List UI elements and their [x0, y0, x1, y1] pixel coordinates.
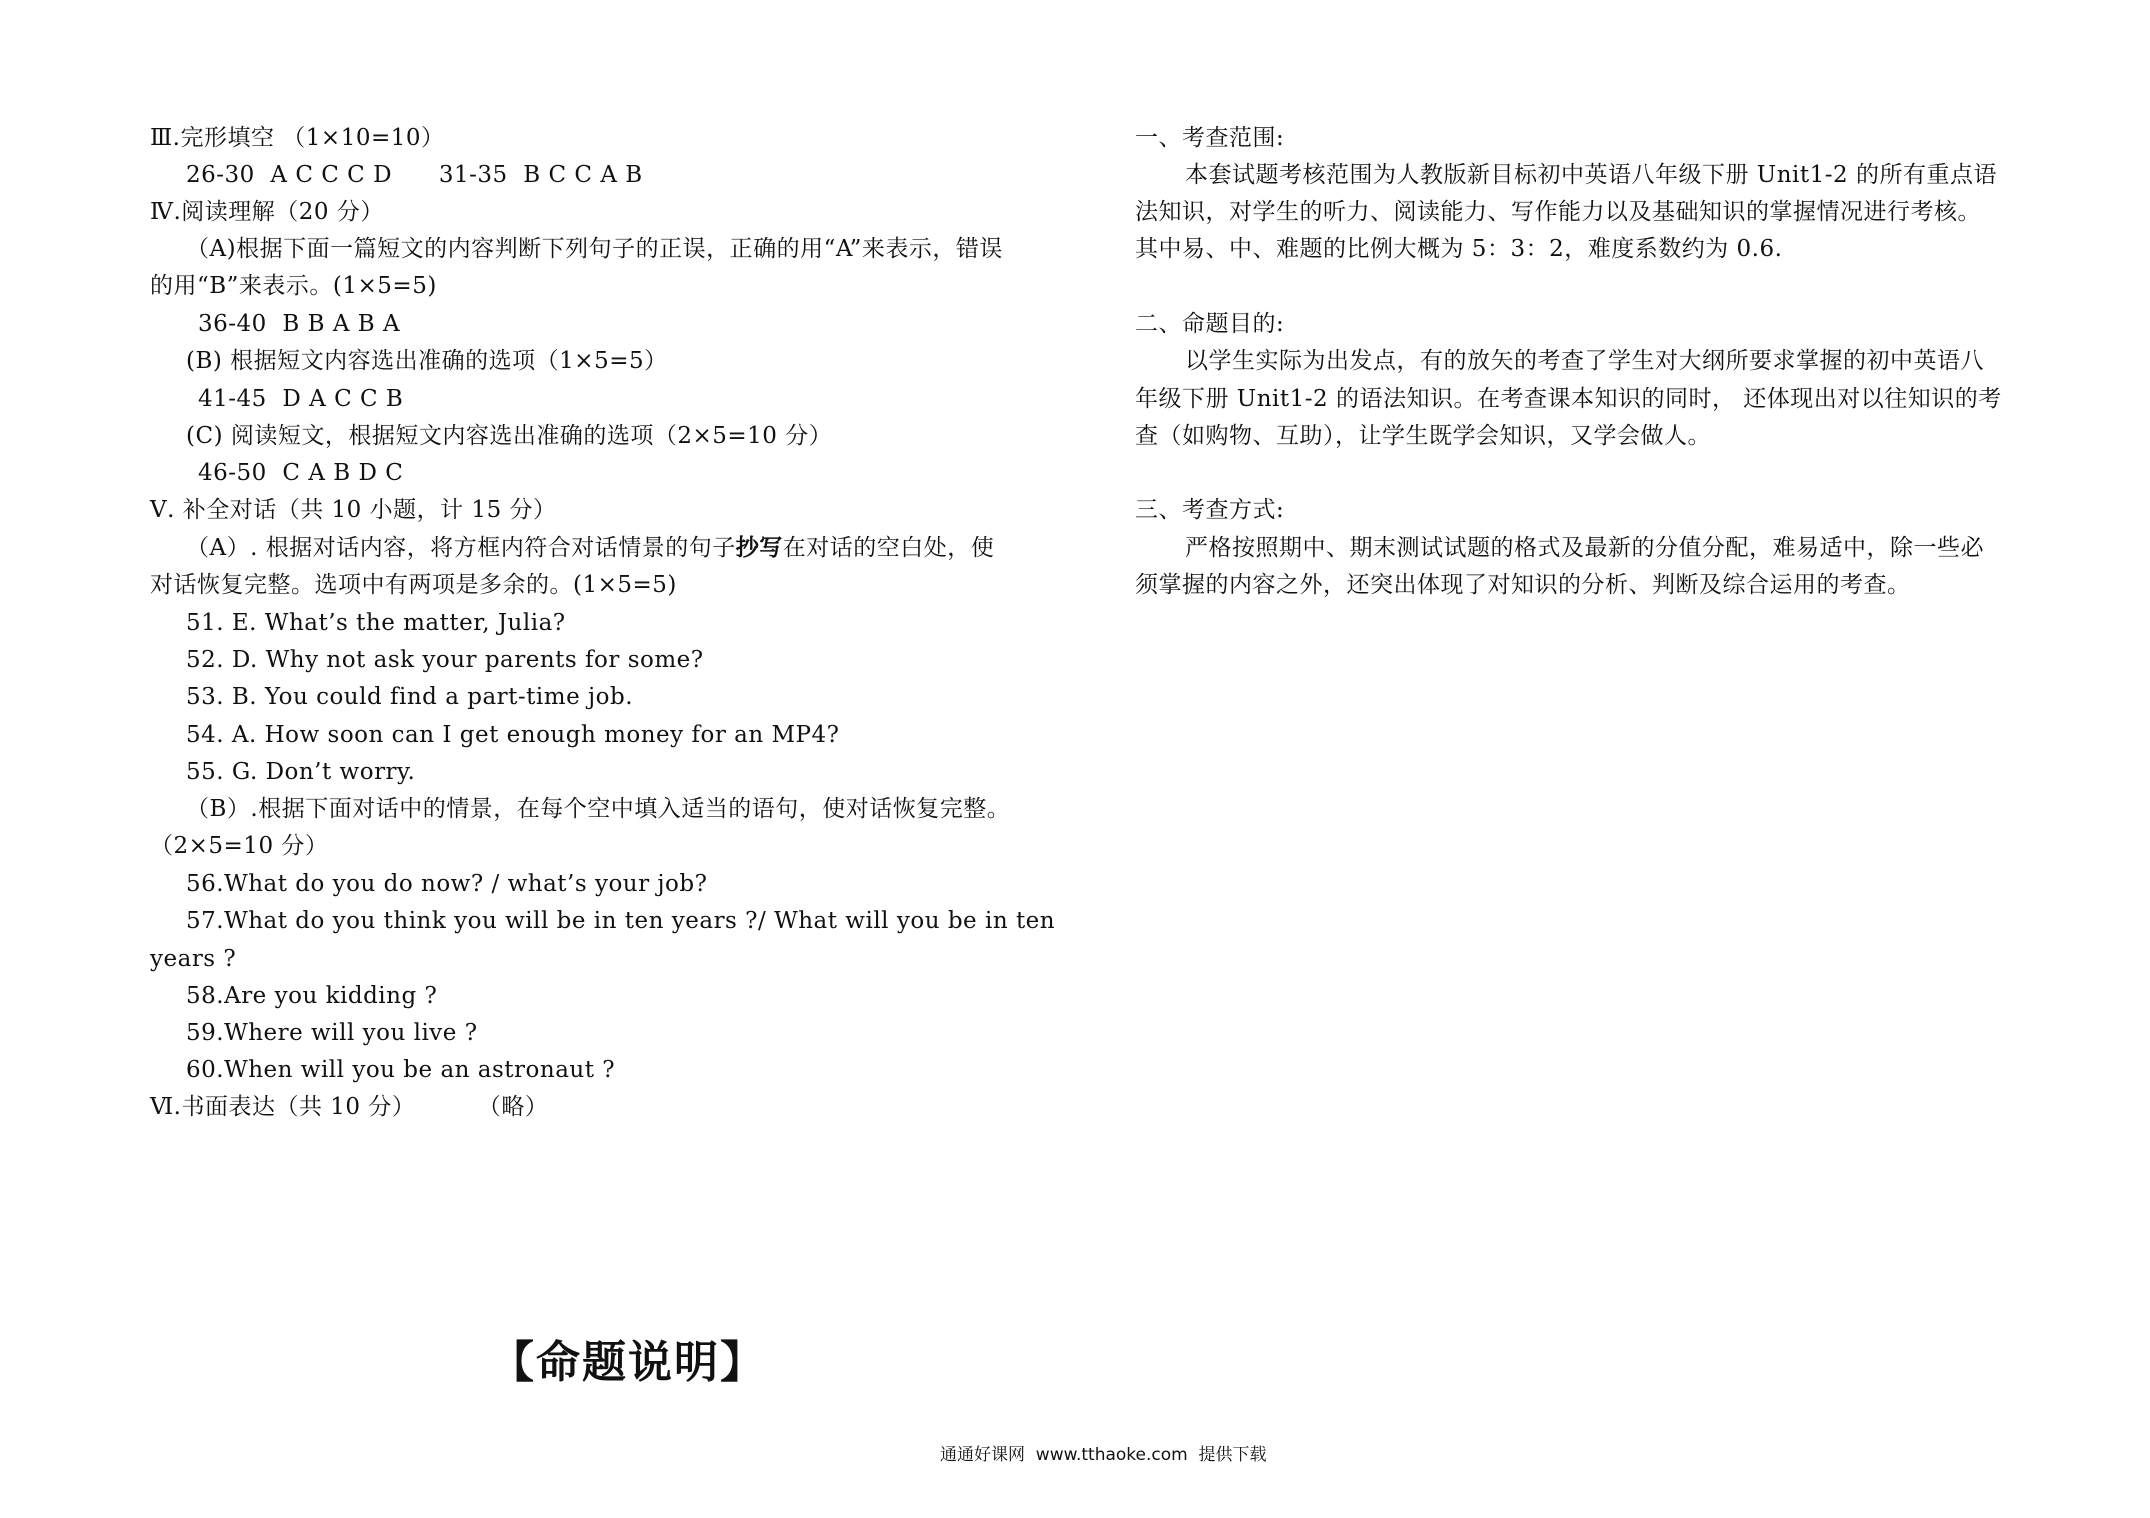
purpose-para-line-3: 查（如购物、互助），让学生既学会知识，又学会做人。 [1135, 423, 1711, 449]
section-4a-instruction: （A)根据下面一篇短文的内容判断下列句子的正误，正确的用“A”来表示，错误 [186, 236, 1003, 262]
answer-60: 60.When will you be an astronaut ? [186, 1057, 616, 1083]
section-4c-answers: 46-50 C A B D C [198, 460, 404, 486]
answer-57-cont: years ? [150, 946, 237, 972]
answer-52: 52. D. Why not ask your parents for some? [186, 647, 704, 673]
answer-57: 57.What do you think you will be in ten years ?/ What will you be in ten [186, 908, 1056, 934]
method-para-line-2: 须掌握的内容之外，还突出体现了对知识的分析、判断及综合运用的考查。 [1135, 572, 1911, 598]
answer-54: 54. A. How soon can I get enough money for an MP4? [186, 722, 840, 748]
section-4b-answers: 41-45 D A C C B [198, 386, 404, 412]
section-5-title: Ⅴ. 补全对话（共 10 小题，计 15 分） [150, 497, 557, 523]
footer-credit: 通通好课网 www.tthaoke.com 提供下载 [940, 1445, 1267, 1465]
method-heading: 三、考查方式: [1135, 497, 1285, 523]
scope-para-line-1: 本套试题考核范围为人教版新目标初中英语八年级下册 Unit1-2 的所有重点语 [1185, 162, 1997, 188]
purpose-para-line-1: 以学生实际为出发点，有的放矢的考查了学生对大纲所要求掌握的初中英语八 [1185, 348, 1984, 374]
answer-58: 58.Are you kidding ? [186, 983, 438, 1009]
scope-heading: 一、考查范围: [1135, 125, 1285, 151]
section-4a-instruction-cont: 的用“B”来表示。(1×5=5) [150, 273, 437, 299]
section-3-answers: 26-30 A C C C D 31-35 B C C A B [186, 162, 643, 188]
answer-55: 55. G. Don’t worry. [186, 759, 416, 785]
scope-para-line-2: 法知识，对学生的听力、阅读能力、写作能力以及基础知识的掌握情况进行考核。 [1135, 199, 1981, 225]
proposition-notes-heading: 【命题说明】 [490, 1337, 766, 1388]
section-4b-instruction: (B) 根据短文内容选出准确的选项（1×5=5） [186, 348, 668, 374]
method-para-line-1: 严格按照期中、期末测试试题的格式及最新的分值分配，难易适中，除一些必 [1185, 535, 1984, 561]
section-4a-answers: 36-40 B B A B A [198, 311, 401, 337]
section-4-title: Ⅳ.阅读理解（20 分） [150, 199, 384, 225]
section-5a-instruction-cont: 对话恢复完整。选项中有两项是多余的。(1×5=5) [150, 572, 677, 598]
answer-53: 53. B. You could find a part-time job. [186, 684, 634, 710]
section-5b-instruction-cont: （2×5=10 分） [150, 833, 329, 859]
answer-59: 59.Where will you live ? [186, 1020, 478, 1046]
section-4c-instruction: (C) 阅读短文，根据短文内容选出准确的选项（2×5=10 分） [186, 423, 833, 449]
purpose-para-line-2: 年级下册 Unit1-2 的语法知识。在考查课本知识的同时， 还体现出对以往知识的考 [1135, 386, 2002, 412]
answer-56: 56.What do you do now? / what’s your job? [186, 871, 708, 897]
scope-para-line-3: 其中易、中、难题的比例大概为 5：3：2，难度系数约为 0.6. [1135, 236, 1783, 262]
section-5a-instruction: （A）. 根据对话内容，将方框内符合对话情景的句子抄写在对话的空白处，使 [186, 534, 995, 561]
section-3-title: Ⅲ.完形填空 （1×10=10） [150, 125, 445, 151]
purpose-heading: 二、命题目的: [1135, 311, 1285, 337]
answer-51: 51. E. What’s the matter, Julia? [186, 610, 566, 636]
section-6-title: Ⅵ.书面表达（共 10 分） （略） [150, 1094, 549, 1120]
bold-copy-word: 抄写 [735, 534, 783, 561]
section-5b-instruction: （B）.根据下面对话中的情景，在每个空中填入适当的语句，使对话恢复完整。 [186, 796, 1011, 822]
